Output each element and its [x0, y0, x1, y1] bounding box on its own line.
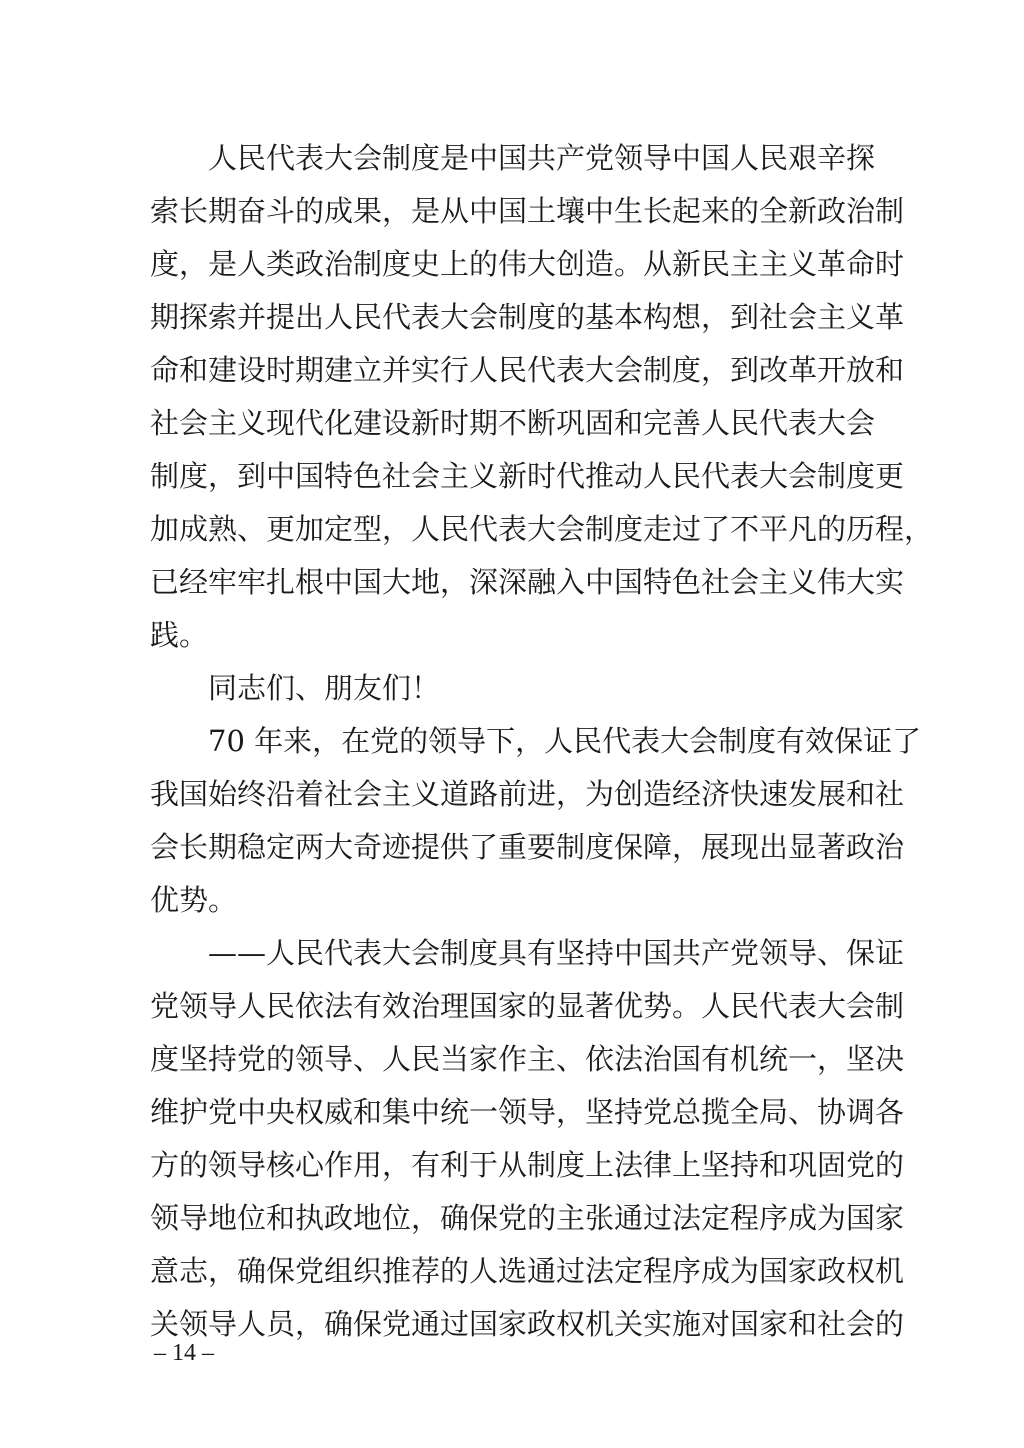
- text-line: 关领导人员，确保党通过国家政权机关实施对国家和社会的: [150, 1307, 905, 1341]
- text-line: 加成熟、更加定型，人民代表大会制度走过了不平凡的历程，: [150, 512, 934, 546]
- text-line: 期探索并提出人民代表大会制度的基本构想，到社会主义革: [150, 300, 905, 334]
- text-line: 已经牢牢扎根中国大地，深深融入中国特色社会主义伟大实: [150, 565, 905, 599]
- text-line: 会长期稳定两大奇迹提供了重要制度保障，展现出显著政治: [150, 830, 905, 864]
- text-line: 方的领导核心作用，有利于从制度上法律上坚持和巩固党的: [150, 1148, 905, 1182]
- text-line: 索长期奋斗的成果，是从中国土壤中生长起来的全新政治制: [150, 194, 905, 228]
- text-line: 70 年来，在党的领导下，人民代表大会制度有效保证了: [208, 724, 922, 758]
- body-text: [150, 132, 934, 1351]
- text-line: 度，是人类政治制度史上的伟大创造。从新民主主义革命时: [150, 247, 905, 281]
- text-line: 践。: [150, 618, 209, 652]
- text-line: 我国始终沿着社会主义道路前进，为创造经济快速发展和社: [150, 777, 905, 811]
- text-line: 命和建设时期建立并实行人民代表大会制度，到改革开放和: [150, 353, 905, 387]
- page-number: – 14 –: [154, 1340, 214, 1366]
- text-line: ——人民代表大会制度具有坚持中国共产党领导、保证: [208, 936, 905, 970]
- text-line: 优势。: [150, 883, 238, 917]
- text-line: 党领导人民依法有效治理国家的显著优势。人民代表大会制: [150, 989, 905, 1023]
- text-line: 人民代表大会制度是中国共产党领导中国人民艰辛探: [208, 141, 876, 175]
- text-line: 制度，到中国特色社会主义新时代推动人民代表大会制度更: [150, 459, 905, 493]
- salutation-line: 同志们、朋友们！: [208, 671, 441, 705]
- text-line: 维护党中央权威和集中统一领导，坚持党总揽全局、协调各: [150, 1095, 905, 1129]
- text-line: 领导地位和执政地位，确保党的主张通过法定程序成为国家: [150, 1201, 905, 1235]
- text-line: 意志，确保党组织推荐的人选通过法定程序成为国家政权机: [150, 1254, 905, 1288]
- text-line: 度坚持党的领导、人民当家作主、依法治国有机统一，坚决: [150, 1042, 905, 1076]
- text-line: 社会主义现代化建设新时期不断巩固和完善人民代表大会: [150, 406, 876, 440]
